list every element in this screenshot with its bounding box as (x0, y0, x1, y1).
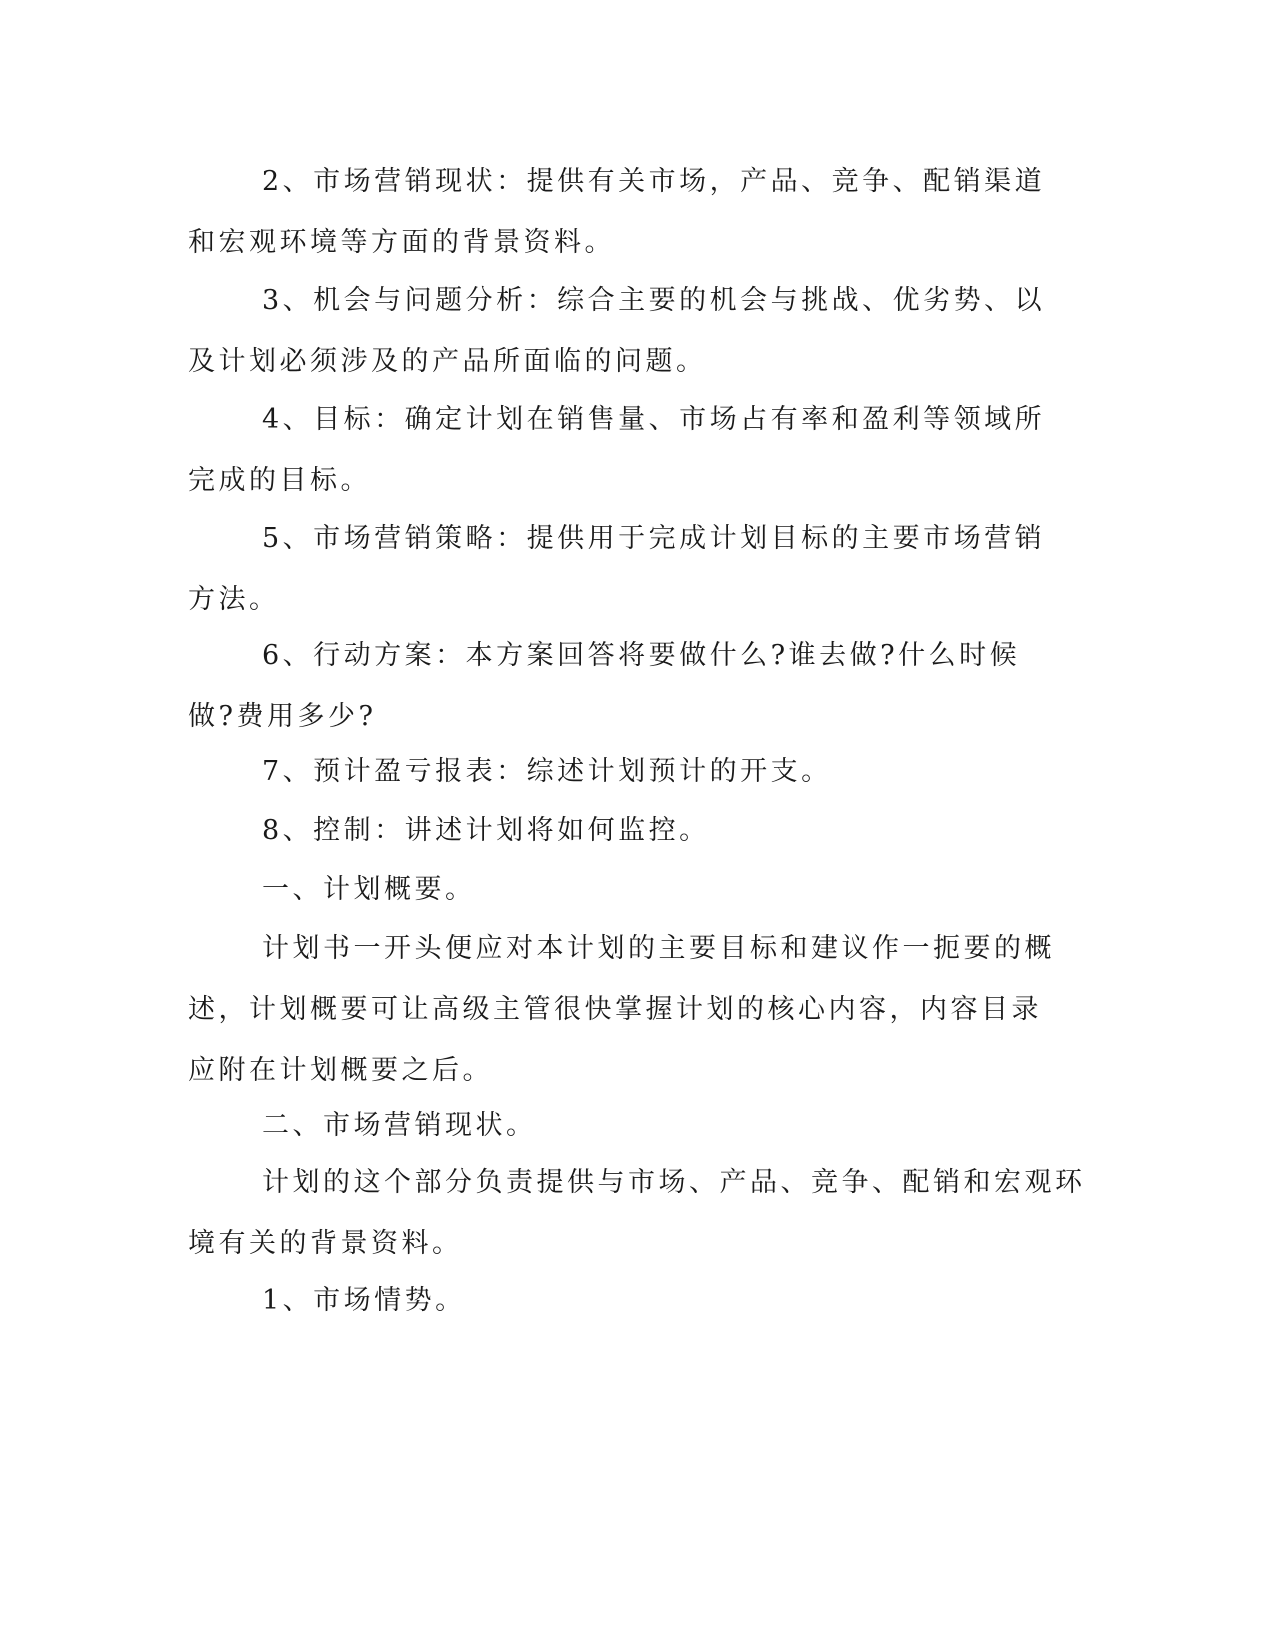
paragraph-opportunity-analysis-item: 3、机会与问题分析：综合主要的机会与挑战、优劣势、以及计划必须涉及的产品所面临的问题。 (188, 285, 1046, 377)
paragraph-plan-summary-body: 计划书一开头便应对本计划的主要目标和建议作一扼要的概述，计划概要可让高级主管很快掌握计划的核心内容，内容目录应附在计划概要之后。 (188, 933, 1055, 1086)
paragraph-market-status-body: 计划的这个部分负责提供与市场、产品、竞争、配销和宏观环境有关的背景资料。 (188, 1167, 1086, 1259)
paragraph-profit-loss-item: 7、预计盈亏报表：综述计划预计的开支。 (262, 756, 832, 787)
paragraph-action-plan-item: 6、行动方案：本方案回答将要做什么?谁去做?什么时候做?费用多少? (188, 640, 1021, 732)
heading-market-situation: 1、市场情势。 (262, 1285, 466, 1316)
paragraph-marketing-strategy-item: 5、市场营销策略：提供用于完成计划目标的主要市场营销方法。 (188, 523, 1046, 615)
heading-plan-summary: 一、计划概要。 (262, 874, 476, 905)
paragraph-control-item: 8、控制：讲述计划将如何监控。 (262, 815, 710, 846)
paragraph-market-status-item: 2、市场营销现状：提供有关市场，产品、竞争、配销渠道和宏观环境等方面的背景资料。 (188, 166, 1046, 258)
paragraph-goals-item: 4、目标：确定计划在销售量、市场占有率和盈利等领域所完成的目标。 (188, 404, 1046, 496)
heading-market-status: 二、市场营销现状。 (262, 1110, 537, 1141)
